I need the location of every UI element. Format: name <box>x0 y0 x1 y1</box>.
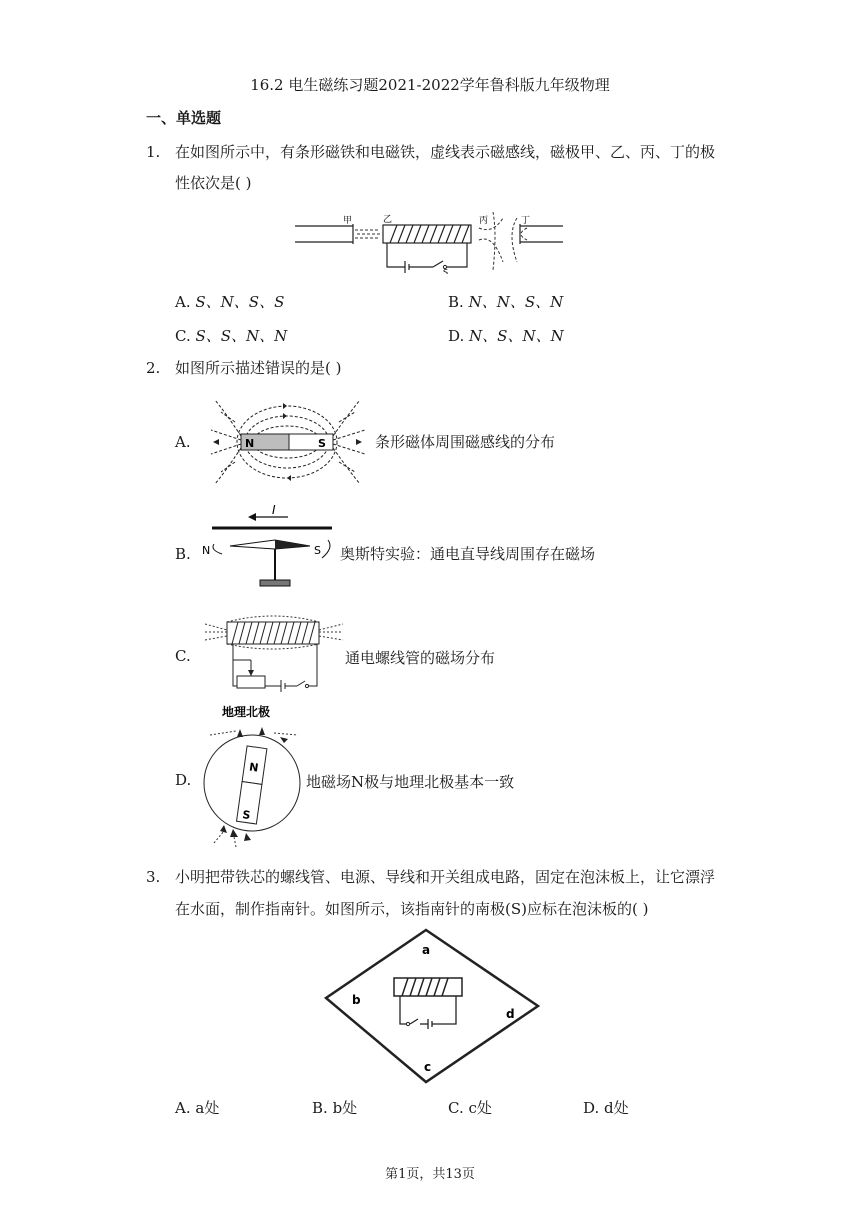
point-c-label: c <box>424 1060 432 1074</box>
option-letter: A. <box>175 1099 191 1117</box>
option-letter: C. <box>448 1099 464 1117</box>
magnet-s-label: S <box>318 437 326 450</box>
solenoid-field-figure <box>205 610 345 692</box>
point-a-label: a <box>422 943 431 957</box>
switch-s-label: S <box>443 268 449 274</box>
option-text: b处 <box>332 1099 358 1117</box>
option-letter: B. <box>312 1099 328 1117</box>
question-2-option-d-letter[interactable]: D. <box>175 771 192 789</box>
question-2-option-d-caption: 地磁场N极与地理北极基本一致 <box>306 773 515 791</box>
question-1-option-b[interactable] <box>448 291 563 312</box>
geomagnetic-field-figure <box>200 703 304 849</box>
earth-magnet-n-label: N <box>248 760 260 775</box>
question-1-number: 1. <box>146 143 161 161</box>
document-title: 16.2 电生磁练习题2021-2022学年鲁科版九年级物理 <box>250 76 610 94</box>
pole-jia-label: 甲 <box>343 216 353 226</box>
question-3-option-a[interactable] <box>175 1097 219 1118</box>
current-i-label: I <box>272 503 276 517</box>
option-text: a处 <box>195 1099 220 1117</box>
question-2-text: 如图所示描述错误的是( ) <box>175 359 342 377</box>
option-letter: D. <box>583 1099 600 1117</box>
question-3-option-b[interactable] <box>312 1097 357 1118</box>
magnet-n-label: N <box>245 437 255 450</box>
option-letter: A. <box>175 293 191 311</box>
question-1-option-d[interactable] <box>448 325 564 346</box>
question-3-option-c[interactable] <box>448 1097 492 1118</box>
question-3-text-line1: 小明把带铁芯的螺线管、电源、导线和开关组成电路，固定在泡沫板上，让它漂浮 <box>175 868 716 886</box>
question-2-number: 2. <box>146 359 161 377</box>
question-1-text-line1: 在如图所示中，有条形磁铁和电磁铁，虚线表示磁感线，磁极甲、乙、丙、丁的极 <box>175 143 716 161</box>
question-3-option-d[interactable] <box>583 1097 629 1118</box>
option-text: d处 <box>604 1099 629 1117</box>
question-2-option-b-caption: 奥斯特实验：通电直导线周围存在磁场 <box>340 545 596 563</box>
page-footer: 第1页，共13页 <box>385 1167 475 1182</box>
pole-ding-label: 丁 <box>521 216 531 226</box>
question-2-option-a-caption: 条形磁体周围磁感线的分布 <box>375 433 556 451</box>
question-3-number: 3. <box>146 868 161 886</box>
question-2-option-c-caption: 通电螺线管的磁场分布 <box>345 649 496 667</box>
option-text: c处 <box>468 1099 492 1117</box>
geographic-north-label: 地理北极 <box>222 705 271 719</box>
question-1-option-a[interactable] <box>175 291 284 312</box>
question-2-option-b-letter[interactable]: B. <box>175 545 191 563</box>
needle-n-label: N <box>202 544 211 557</box>
oersted-experiment-figure <box>200 502 340 596</box>
question-1-text-line2: 性依次是( ) <box>175 174 252 192</box>
foam-board-compass-figure <box>322 928 544 1088</box>
option-letter: D. <box>448 327 465 345</box>
option-letter: C. <box>175 327 191 345</box>
earth-magnet-s-label: S <box>241 808 252 823</box>
bar-magnet-field-figure <box>205 392 370 492</box>
question-1-option-c[interactable] <box>175 325 287 346</box>
question-2-option-c-letter[interactable]: C. <box>175 647 191 665</box>
question-3-text-line2: 在水面，制作指南针。如图所示，该指南针的南极(S)应标在泡沫板的( ) <box>175 900 649 918</box>
question-2-option-a-letter[interactable]: A. <box>175 433 191 451</box>
option-letter: B. <box>448 293 464 311</box>
section-heading: 一、单选题 <box>146 109 222 127</box>
option-text: S、S、N、N <box>195 327 288 345</box>
question-1-figure <box>295 212 567 274</box>
option-text: N、S、N、N <box>469 327 564 345</box>
pole-yi-label: 乙 <box>383 215 393 225</box>
point-b-label: b <box>352 993 361 1007</box>
needle-s-label: S <box>314 544 321 557</box>
point-d-label: d <box>506 1007 515 1021</box>
option-text: N、N、S、N <box>468 293 564 311</box>
option-text: S、N、S、S <box>195 293 285 311</box>
pole-bing-label: 丙 <box>479 216 489 226</box>
